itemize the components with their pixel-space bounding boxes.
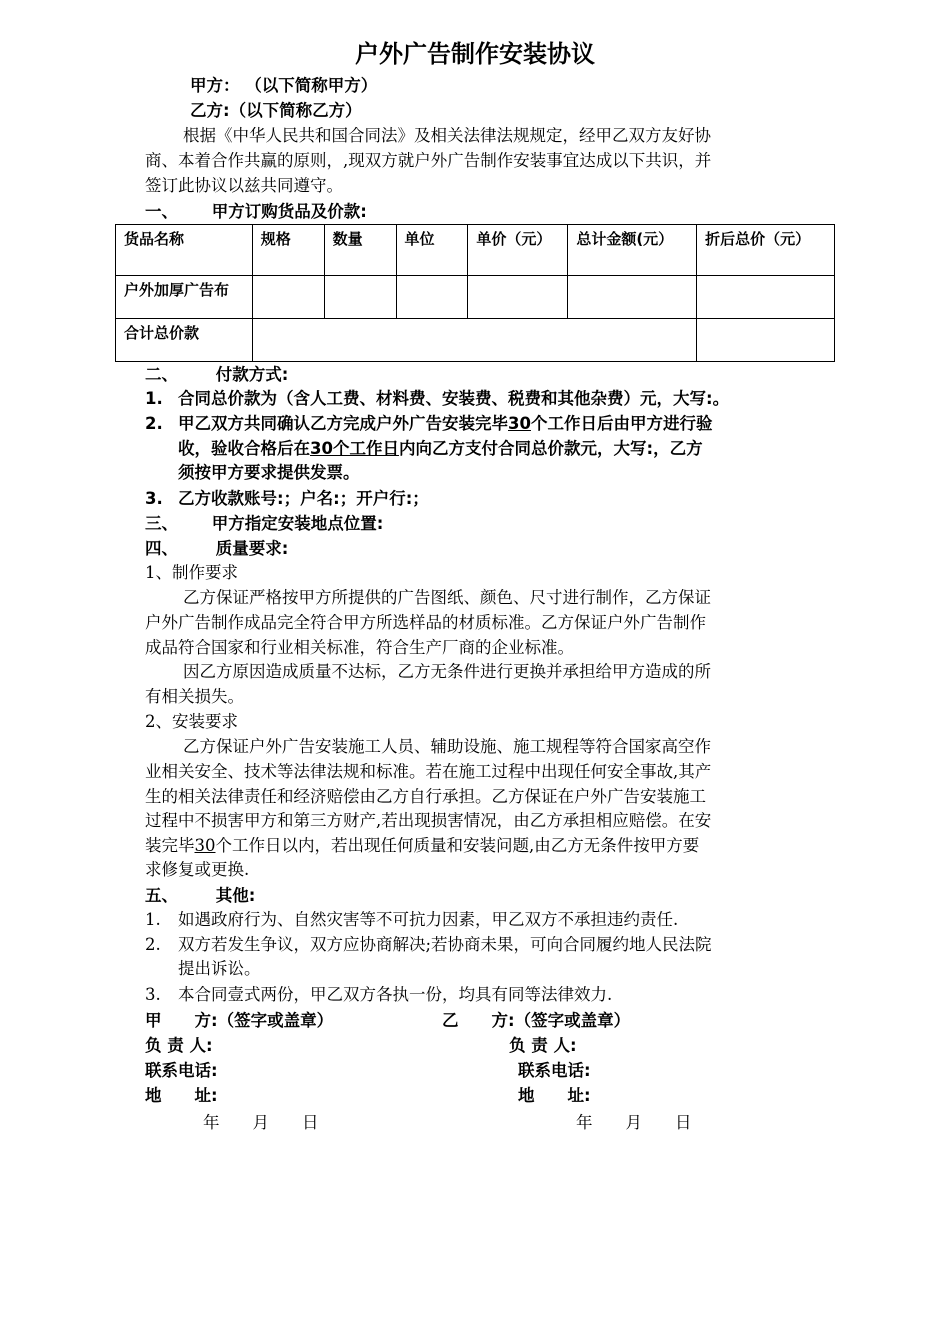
header-item-name: 货品名称 (116, 225, 253, 276)
item-text: 如遇政府行为、自然灾害等不可抗力因素，甲乙双方不承担违约责任. (178, 910, 679, 929)
item-number: 2. (145, 414, 163, 433)
cell-quantity (324, 276, 396, 319)
underlined-workdays: 30个工作日 (310, 439, 399, 458)
document-title: 户外广告制作安装协议 (355, 40, 595, 68)
intro-line-3: 签订此协议以兹共同遵守。 (145, 176, 343, 195)
section-1-heading (145, 200, 825, 225)
header-spec: 规格 (252, 225, 324, 276)
party-b-line: 乙方:（以下简称乙方） (190, 101, 362, 120)
production-line-3: 成品符合国家和行业相关标准，符合生产厂商的企业标准。 (145, 638, 574, 657)
intro-line-1: 根据《中华人民共和国合同法》及相关法律法规规定，经甲乙双方友好协 (183, 126, 711, 145)
installation-line-6: 求修复或更换. (145, 860, 250, 879)
installation-line-5 (145, 834, 825, 859)
installation-line-3: 生的相关法律责任和经济赔偿由乙方自行承担。乙方保证在户外广告安装施工 (145, 787, 706, 806)
other-item-1 (145, 908, 825, 933)
other-item-2-line-2: 提出诉讼。 (178, 959, 261, 978)
section-3-heading (145, 512, 825, 537)
header-total-amount: 总计金额(元） (568, 225, 697, 276)
underlined-days: 30 (508, 414, 531, 433)
installation-line-1: 乙方保证户外广告安装施工人员、辅助设施、施工规程等符合国家高空作 (183, 737, 711, 756)
section-5-heading (145, 884, 825, 909)
section-4-title: 质量要求: (215, 539, 289, 558)
other-item-3 (145, 983, 825, 1008)
header-quantity: 数量 (324, 225, 396, 276)
item-text: 本合同壹式两份，甲乙双方各执一份，均具有同等法律效力. (178, 985, 613, 1004)
subsection-production: 1、制作要求 (145, 563, 238, 582)
payment-item-2-line-2 (178, 437, 858, 462)
text-fragment: 个工作日以内，若出现任何质量和安装问题,由乙方无条件按甲方要 (215, 836, 700, 855)
table-sum-row (116, 319, 835, 362)
payment-item-2 (145, 412, 825, 437)
quality-line-1: 因乙方原因造成质量不达标，乙方无条件进行更换并承担给甲方造成的所 (183, 662, 711, 681)
item-number: 3. (145, 489, 163, 508)
item-text: 双方若发生争议，双方应协商解决;若协商未果，可向合同履约地人民法院 (178, 935, 712, 954)
payment-item-3 (145, 487, 825, 512)
party-b-address: 地 址: (518, 1086, 591, 1105)
section-5-number: 五、 (145, 886, 178, 905)
section-2-title: 付款方式: (215, 365, 289, 384)
header-unit-price: 单价（元） (468, 225, 568, 276)
header-discounted-total: 折后总价（元） (697, 225, 835, 276)
section-5-title: 其他: (215, 886, 256, 905)
section-4-heading (145, 537, 825, 562)
section-2-heading (145, 363, 825, 388)
cell-item-name: 户外加厚广告布 (116, 276, 253, 319)
production-line-1: 乙方保证严格按甲方所提供的广告图纸、颜色、尺寸进行制作，乙方保证 (183, 588, 711, 607)
section-3-number: 三、 (145, 514, 178, 533)
payment-item-1 (145, 387, 825, 412)
item-text: 个工作日后由甲方进行验 (530, 414, 713, 433)
item-text: 乙方收款账号:；户名:；开户行:； (178, 489, 429, 508)
installation-line-4: 过程中不损害甲方和第三方财产,若出现损害情况，由乙方承担相应赔偿。在安 (145, 811, 712, 830)
intro-line-2: 商、本着合作共赢的原则，,现双方就户外广告制作安装事宜达成以下共识，并 (145, 151, 712, 170)
item-text: 甲乙双方共同确认乙方完成户外广告安装完毕 (178, 414, 508, 433)
item-number: 3. (145, 985, 161, 1004)
other-item-2 (145, 933, 825, 958)
party-a-person: 负 责 人: (145, 1036, 213, 1055)
underlined-days: 30 (194, 836, 216, 855)
header-unit: 单位 (396, 225, 468, 276)
item-number: 1. (145, 389, 163, 408)
cell-spec (252, 276, 324, 319)
cell-sum-value (252, 319, 696, 362)
section-4-number: 四、 (145, 539, 178, 558)
cell-sum-label: 合计总价款 (116, 319, 253, 362)
party-a-address: 地 址: (145, 1086, 218, 1105)
item-text: 收，验收合格后在 (178, 439, 310, 458)
section-1-number: 一、 (145, 202, 178, 221)
party-a-date: 年 月 日 (203, 1113, 319, 1132)
section-1-title: 甲方订购货品及价款: (211, 202, 367, 221)
party-b-signature: 乙 方:（签字或盖章） (442, 1011, 631, 1030)
section-2-number: 二、 (145, 365, 178, 384)
installation-line-2: 业相关安全、技术等法律法规和标准。若在施工过程中出现任何安全事故,其产 (145, 762, 712, 781)
table-row (116, 276, 835, 319)
section-3-title: 甲方指定安装地点位置: (211, 514, 384, 533)
party-b-date: 年 月 日 (576, 1113, 692, 1132)
party-a-phone: 联系电话: (145, 1061, 218, 1080)
party-b-person: 负 责 人: (509, 1036, 577, 1055)
item-number: 1. (145, 910, 161, 929)
item-text: 内向乙方支付合同总价款元，大写:，乙方 (398, 439, 703, 458)
quality-line-2: 有相关损失。 (145, 687, 244, 706)
item-text: 合同总价款为（含人工费、材料费、安装费、税费和其他杂费）元，大写:。 (178, 389, 730, 408)
party-a-signature: 甲 方:（签字或盖章） (145, 1011, 334, 1030)
item-number: 2. (145, 935, 161, 954)
subsection-installation: 2、安装要求 (145, 712, 238, 731)
cell-unit (396, 276, 468, 319)
cell-discounted-total (697, 276, 835, 319)
cell-unit-price (468, 276, 568, 319)
production-line-2: 户外广告制作成品完全符合甲方所选样品的材质标准。乙方保证户外广告制作 (145, 613, 706, 632)
cell-total-amount (568, 276, 697, 319)
table-header-row (116, 225, 835, 276)
party-b-phone: 联系电话: (518, 1061, 591, 1080)
goods-table (115, 224, 835, 362)
party-a-line: 甲方： （以下简称甲方） (190, 76, 378, 95)
text-fragment: 装完毕 (145, 836, 195, 855)
cell-sum-extra (697, 319, 835, 362)
payment-item-2-line-3: 须按甲方要求提供发票。 (178, 463, 360, 482)
